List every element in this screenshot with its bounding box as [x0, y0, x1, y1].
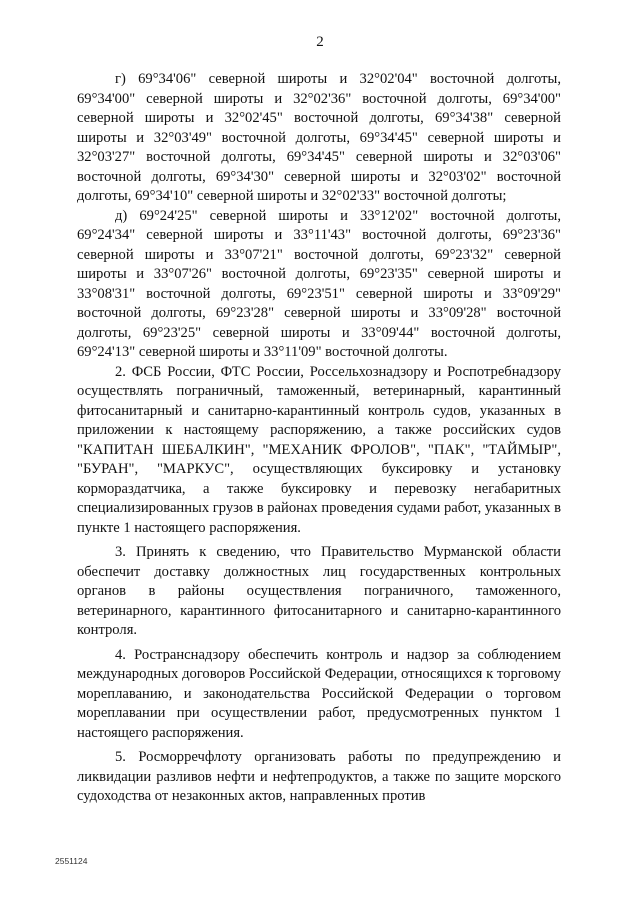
document-body [77, 70, 561, 807]
paragraph-item-5: 5. Росморречфлоту организовать работы по предупреждению и ликвидации разливов нефти и нефтепродуктов, а также по защите морского судоходства от незаконных актов, направленных против [77, 749, 561, 804]
paragraph-d-coordinates: д) 69°24'25" северной широты и 33°12'02" восточной долготы, 69°24'34" северной широты и 33°11'43" восточной долготы, 69°23'36" северной широты и 33°07'21" восточной долготы, 69°23'32" северной широты и 33°07'26" восточной долготы, 69°23'35" северной широты и 33°08'31" восточной долготы, 69°23'51" северной широты и 33°09'29" восточной долготы, 69°23'28" северной широты и 33°09'28" восточной долготы, 69°23'25" северной широты и 33°09'44" восточной долготы, 69°24'13" северной широты и 33°11'09" восточной долготы. [77, 207, 561, 360]
page-number: 2 [316, 34, 324, 50]
paragraph-item-4: 4. Ространснадзору обеспечить контроль и надзор за соблюдением международных договоров Российской Федерации, относящихся к торговому мореплаванию, и законодательства Российской Федерации о торговом мореплавании при осуществлении работ, предусмотренных пунктом 1 настоящего распоряжения. [77, 646, 561, 741]
paragraph-g-coordinates: г) 69°34'06" северной широты и 32°02'04" восточной долготы, 69°34'00" северной широты и 32°02'36" восточной долготы, 69°34'00" северной широты и 32°02'45" восточной долготы, 69°34'38" северной широты и 32°03'49" восточной долготы, 69°34'45" северной широты и 32°03'27" восточной долготы, 69°34'45" северной широты и 32°03'06" восточной долготы, 69°34'30" северной широты и 32°03'02" восточной долготы, 69°34'10" северной широты и 32°02'33" восточной долготы; [77, 71, 561, 204]
paragraph-item-3: 3. Принять к сведению, что Правительство Мурманской области обеспечит доставку должностных лиц государственных контрольных органов в районы осуществления пограничного, таможенного, ветеринарного, карантинного фитосанитарного и санитарно-карантинного контроля. [77, 544, 561, 638]
paragraph-item-2: 2. ФСБ России, ФТС России, Россельхознадзору и Роспотребнадзору осуществлять пограничный, таможенный, ветеринарный, карантинный фитосанитарный и санитарно-карантинный контроль судов, указанных в приложении к настоящему распоряжению, а также российских судов "КАПИТАН ШЕБАЛКИН", "МЕХАНИК ФРОЛОВ", "ПАК", "ТАЙМЫР", "БУРАН", "МАРКУС", осуществляющих буксировку и установку кормораздатчика, а также буксировку и перевозку негабаритных специализированных грузов в районах проведения судами работ, указанных в пункте 1 настоящего распоряжения. [77, 363, 562, 536]
document-code: 2551124 [55, 856, 88, 866]
